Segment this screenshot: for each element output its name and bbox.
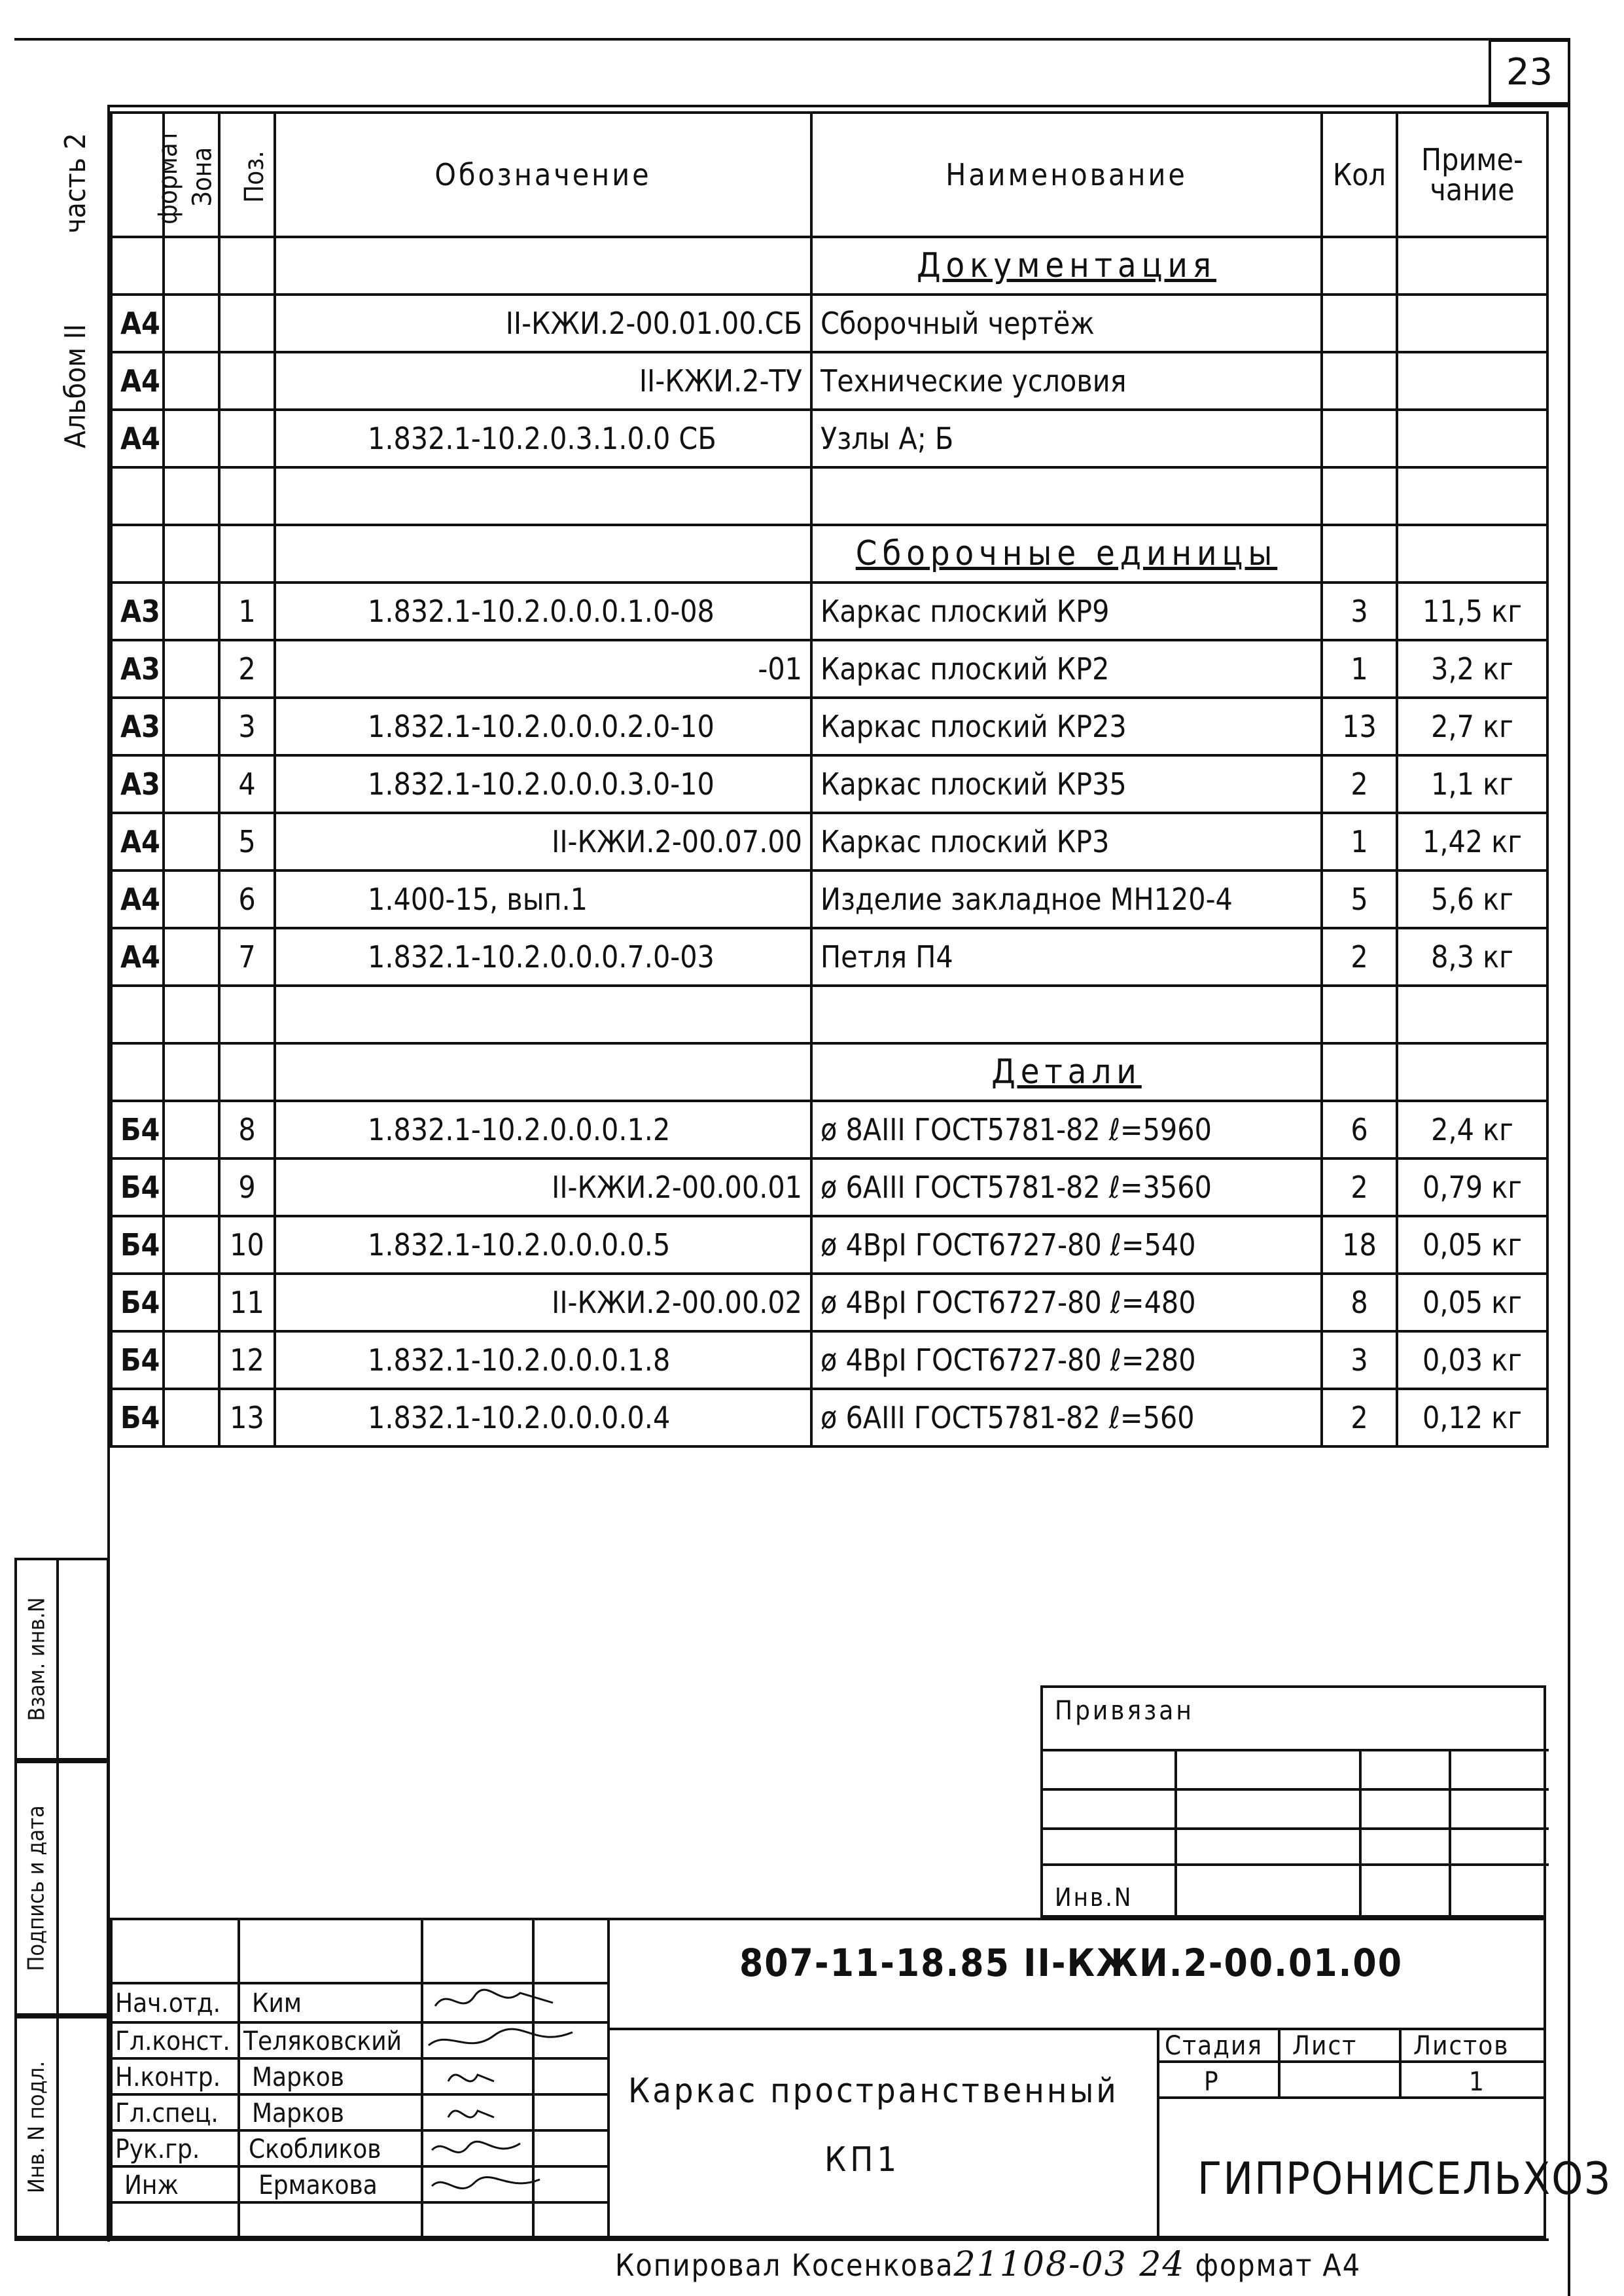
cell-name: ø 6АIII ГОСТ5781-82 ℓ=560 — [811, 1389, 1322, 1446]
cell-note: 1,1 кг — [1397, 755, 1547, 813]
cell-pos: 3 — [219, 698, 275, 755]
cell-name: Каркас плоский КР2 — [811, 640, 1322, 698]
sign-role-1: Нач.отд. — [115, 1988, 221, 2018]
cell-name: ø 4ВрI ГОСТ6727-80 ℓ=280 — [811, 1331, 1322, 1389]
cell-qty: 3 — [1322, 1331, 1397, 1389]
page-number: 23 — [1489, 39, 1570, 105]
sign-role-3: Н.контр. — [115, 2062, 221, 2092]
sign-name-1: Ким — [252, 1988, 302, 2018]
cell-qty: 2 — [1322, 755, 1397, 813]
sheets-header: Листов — [1413, 2031, 1509, 2061]
handwritten-number: 21108-03 24 — [953, 2245, 1186, 2284]
cell-note: 2,7 кг — [1397, 698, 1547, 755]
part-label: часть 2 — [59, 133, 92, 234]
cell-format: Б4 — [111, 1274, 164, 1331]
cell-name: Петля П4 — [811, 928, 1322, 986]
cell-designation: 1.832.1-10.2.0.0.0.0.5 — [275, 1216, 811, 1274]
cell-qty: 8 — [1322, 1274, 1397, 1331]
stage-header: Стадия — [1165, 2031, 1263, 2061]
sign-name-5: Скобликов — [249, 2134, 381, 2164]
cell-format: А4 — [111, 295, 164, 352]
cell-format: А4 — [111, 410, 164, 467]
cell-name: Сборочный чертёж — [811, 295, 1322, 352]
cell-qty: 6 — [1322, 1101, 1397, 1158]
cell-note: 5,6 кг — [1397, 870, 1547, 928]
product-name: Каркас пространственный — [628, 2072, 1119, 2111]
header-name: Наименование — [811, 113, 1322, 237]
cell-qty: 5 — [1322, 870, 1397, 928]
cell-designation: 1.832.1-10.2.0.0.0.7.0-03 — [275, 928, 811, 986]
organization-name: ГИПРОНИСЕЛЬХОЗ — [1197, 2153, 1612, 2205]
cell-designation: II-КЖИ.2-ТУ — [275, 352, 811, 410]
stamp-orig-inv-label: Инв. N подл. — [24, 2060, 50, 2194]
header-zone: Зона — [164, 113, 219, 237]
cell-designation: 1.400-15, вып.1 — [275, 870, 811, 928]
cell-designation: 1.832.1-10.2.0.0.0.2.0-10 — [275, 698, 811, 755]
cell-format: Б4 — [111, 1158, 164, 1216]
sheet-header: Лист — [1292, 2031, 1358, 2061]
cell-name: ø 6АIII ГОСТ5781-82 ℓ=3560 — [811, 1158, 1322, 1216]
cell-format: А4 — [111, 352, 164, 410]
sign-role-2: Гл.конст. — [115, 2026, 230, 2056]
cell-designation: -01 — [275, 640, 811, 698]
footer-copy-line — [615, 2245, 1361, 2284]
cell-designation: II-КЖИ.2-00.01.00.СБ — [275, 295, 811, 352]
copied-by: Косенкова — [791, 2248, 954, 2283]
cell-name: ø 4ВрI ГОСТ6727-80 ℓ=480 — [811, 1274, 1322, 1331]
cell-pos: 4 — [219, 755, 275, 813]
bound-inv-label: Инв.N — [1055, 1883, 1133, 1912]
sign-name-3: Марков — [252, 2062, 344, 2092]
stamp-replace-inv-label: Взам. инв.N — [24, 1597, 50, 1721]
sign-role-6: Инж — [124, 2170, 179, 2200]
cell-note: 2,4 кг — [1397, 1101, 1547, 1158]
cell-format: А4 — [111, 928, 164, 986]
product-mark: КП1 — [824, 2140, 901, 2179]
cell-format: А3 — [111, 755, 164, 813]
cell-qty: 2 — [1322, 928, 1397, 986]
cell-format: А3 — [111, 698, 164, 755]
cell-format: Б4 — [111, 1216, 164, 1274]
stage-value: Р — [1204, 2067, 1220, 2097]
cell-designation: 1.832.1-10.2.0.0.0.0.4 — [275, 1389, 811, 1446]
cell-name: Каркас плоский КР3 — [811, 813, 1322, 870]
cell-note: 8,3 кг — [1397, 928, 1547, 986]
cell-qty: 18 — [1322, 1216, 1397, 1274]
header-qty: Кол — [1322, 113, 1397, 237]
stamp-signature-date-label: Подпись и дата — [24, 1805, 50, 1971]
cell-qty: 13 — [1322, 698, 1397, 755]
handwritten-signatures — [422, 1983, 612, 2206]
cell-format: А3 — [111, 640, 164, 698]
cell-pos: 10 — [219, 1216, 275, 1274]
cell-name: Узлы А; Б — [811, 410, 1322, 467]
cell-qty: 1 — [1322, 813, 1397, 870]
section-title: Сборочные единицы — [811, 525, 1322, 583]
cell-format: А3 — [111, 583, 164, 640]
header-format: формат — [111, 113, 164, 237]
cell-format: Б4 — [111, 1389, 164, 1446]
cell-qty: 2 — [1322, 1389, 1397, 1446]
cell-name: Каркас плоский КР9 — [811, 583, 1322, 640]
cell-pos: 8 — [219, 1101, 275, 1158]
cell-format: А4 — [111, 813, 164, 870]
sign-role-5: Рук.гр. — [115, 2134, 200, 2164]
cell-note: 1,42 кг — [1397, 813, 1547, 870]
cell-designation: 1.832.1-10.2.0.3.1.0.0 СБ — [275, 410, 811, 467]
section-title: Документация — [811, 237, 1322, 295]
cell-note: 0,05 кг — [1397, 1216, 1547, 1274]
cell-qty: 2 — [1322, 1158, 1397, 1216]
header-designation: Обозначение — [275, 113, 811, 237]
cell-designation: 1.832.1-10.2.0.0.0.1.8 — [275, 1331, 811, 1389]
cell-designation: 1.832.1-10.2.0.0.0.1.0-08 — [275, 583, 811, 640]
cell-pos: 11 — [219, 1274, 275, 1331]
sign-name-2: Теляковский — [243, 2026, 402, 2056]
cell-note: 0,05 кг — [1397, 1274, 1547, 1331]
cell-name: ø 8АIII ГОСТ5781-82 ℓ=5960 — [811, 1101, 1322, 1158]
bound-title: Привязан — [1055, 1696, 1194, 1726]
cell-designation: 1.832.1-10.2.0.0.0.3.0-10 — [275, 755, 811, 813]
album-label: Альбом II — [59, 323, 92, 449]
sheets-value: 1 — [1469, 2067, 1485, 2097]
cell-pos: 9 — [219, 1158, 275, 1216]
cell-pos: 7 — [219, 928, 275, 986]
cell-designation: II-КЖИ.2-00.00.02 — [275, 1274, 811, 1331]
cell-name: Каркас плоский КР23 — [811, 698, 1322, 755]
cell-name: Изделие закладное МН120-4 — [811, 870, 1322, 928]
cell-format: Б4 — [111, 1101, 164, 1158]
cell-name: Каркас плоский КР35 — [811, 755, 1322, 813]
cell-pos: 6 — [219, 870, 275, 928]
cell-qty: 1 — [1322, 640, 1397, 698]
cell-pos: 12 — [219, 1331, 275, 1389]
sign-name-6: Ермакова — [258, 2170, 378, 2200]
cell-format: А4 — [111, 870, 164, 928]
cell-note: 0,03 кг — [1397, 1331, 1547, 1389]
copied-label: Копировал — [615, 2248, 782, 2283]
cell-note: 0,79 кг — [1397, 1158, 1547, 1216]
cell-name: Технические условия — [811, 352, 1322, 410]
document-code: 807-11-18.85 II-КЖИ.2-00.01.00 — [739, 1941, 1403, 1985]
cell-format: Б4 — [111, 1331, 164, 1389]
cell-designation: II-КЖИ.2-00.07.00 — [275, 813, 811, 870]
cell-pos: 5 — [219, 813, 275, 870]
cell-pos: 13 — [219, 1389, 275, 1446]
cell-name: ø 4ВрI ГОСТ6727-80 ℓ=540 — [811, 1216, 1322, 1274]
header-pos: Поз. — [219, 113, 275, 237]
cell-pos: 2 — [219, 640, 275, 698]
cell-note: 3,2 кг — [1397, 640, 1547, 698]
header-note: Приме- чание — [1397, 113, 1547, 237]
cell-designation: 1.832.1-10.2.0.0.0.1.2 — [275, 1101, 811, 1158]
format-label: формат А4 — [1195, 2248, 1362, 2283]
cell-pos: 1 — [219, 583, 275, 640]
cell-note: 11,5 кг — [1397, 583, 1547, 640]
section-title: Детали — [811, 1043, 1322, 1101]
sign-name-4: Марков — [252, 2098, 344, 2128]
sign-role-4: Гл.спец. — [115, 2098, 219, 2128]
cell-designation: II-КЖИ.2-00.00.01 — [275, 1158, 811, 1216]
cell-note: 0,12 кг — [1397, 1389, 1547, 1446]
cell-qty: 3 — [1322, 583, 1397, 640]
